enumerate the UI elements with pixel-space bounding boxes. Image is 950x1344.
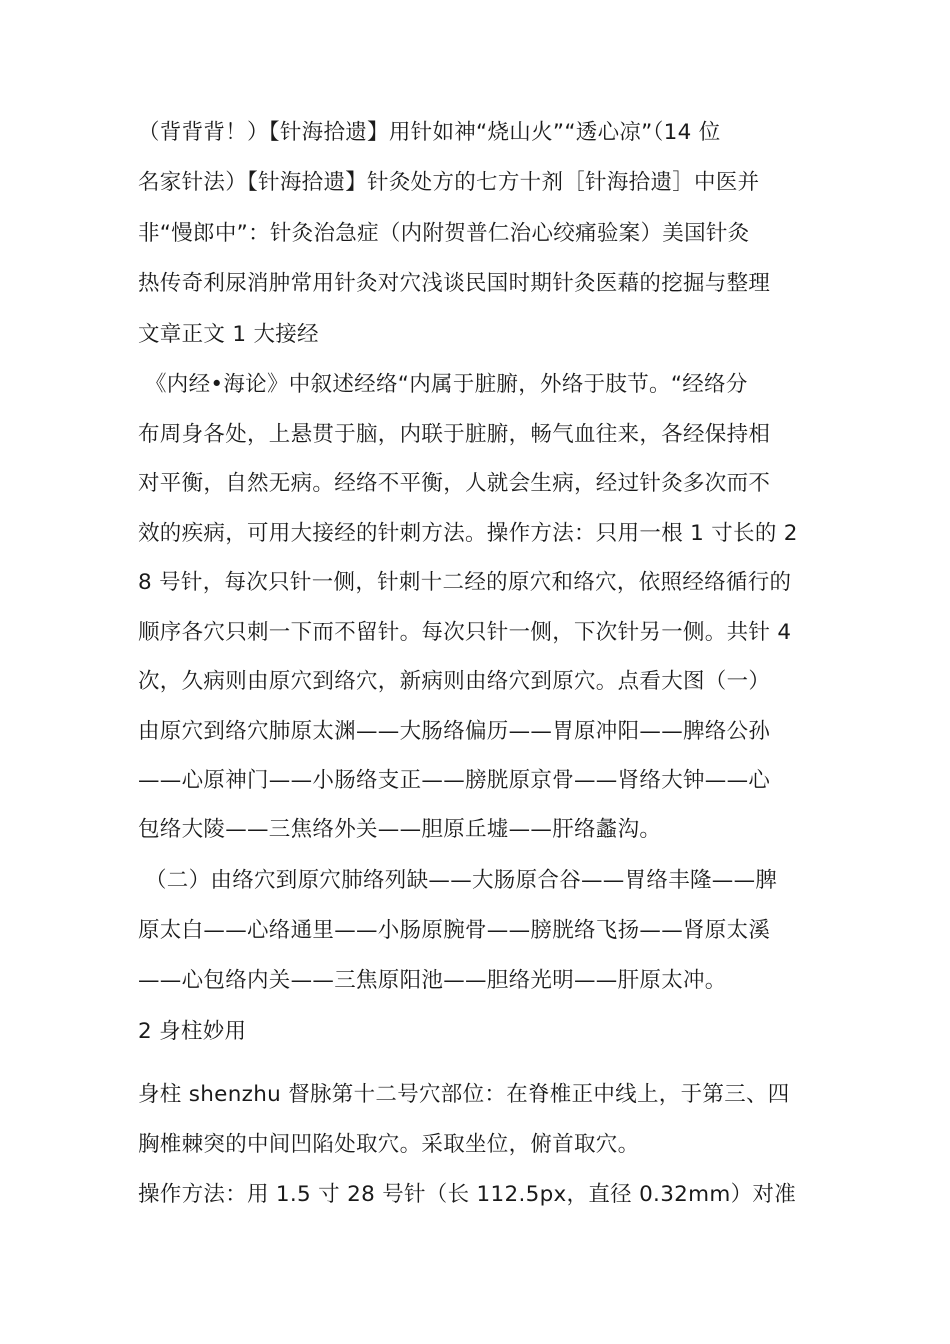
text-line: 《内经•海论》中叙述经络“内属于脏腑，外络于肢节。“经络分 bbox=[145, 372, 748, 397]
text-line: 顺序各穴只刺一下而不留针。每次只针一侧，下次针另一侧。共针 4 bbox=[138, 620, 792, 645]
text-line: 效的疾病，可用大接经的针刺方法。操作方法：只用一根 1 寸长的 2 bbox=[138, 521, 798, 546]
text-line: 热传奇利尿消肿常用针灸对穴浅谈民国时期针灸医藉的挖掘与整理 bbox=[138, 271, 771, 296]
text-line: 包络大陵——三焦络外关——胆原丘墟——肝络蠡沟。 bbox=[138, 817, 662, 842]
section-heading: 文章正文 1 大接经 bbox=[138, 322, 319, 347]
text-line: 布周身各处，上悬贯于脑，内联于脏腑，畅气血往来，各经保持相 bbox=[138, 422, 771, 447]
text-line: 由原穴到络穴肺原太渊——大肠络偏历——胃原冲阳——脾络公孙 bbox=[138, 719, 771, 744]
text-line: 胸椎棘突的中间凹陷处取穴。采取坐位，俯首取穴。 bbox=[138, 1132, 640, 1157]
text-line: 8 号针，每次只针一侧，针刺十二经的原穴和络穴，依照经络循行的 bbox=[138, 570, 792, 595]
text-line: （背背背！）【针海拾遗】用针如神“烧山火”“透心凉”（14 位 bbox=[138, 120, 721, 145]
text-line: （二）由络穴到原穴肺络列缺——大肠原合谷——胃络丰隆——脾 bbox=[145, 868, 778, 893]
text-line: 对平衡，自然无病。经络不平衡，人就会生病，经过针灸多次而不 bbox=[138, 471, 771, 496]
text-line: 身柱 shenzhu 督脉第十二号穴部位：在脊椎正中线上，于第三、四 bbox=[138, 1082, 790, 1107]
text-line: 原太白——心络通里——小肠原腕骨——膀胱络飞扬——肾原太溪 bbox=[138, 918, 771, 943]
text-line: ——心包络内关——三焦原阳池——胆络光明——肝原太冲。 bbox=[138, 968, 727, 993]
text-line: 名家针法）【针海拾遗】针灸处方的七方十剂［针海拾遗］中医并 bbox=[138, 170, 760, 195]
text-line: 次，久病则由原穴到络穴，新病则由络穴到原穴。点看大图（一） bbox=[138, 669, 771, 694]
text-line: 非“慢郎中”：针灸治急症（内附贺普仁治心绞痛验案）美国针灸 bbox=[138, 221, 750, 246]
text-line: ——心原神门——小肠络支正——膀胱原京骨——肾络大钟——心 bbox=[138, 768, 771, 793]
section-heading: 2 身柱妙用 bbox=[138, 1019, 247, 1044]
text-line: 操作方法：用 1.5 寸 28 号针（长 112.5px，直径 0.32mm）对准 bbox=[138, 1182, 797, 1207]
